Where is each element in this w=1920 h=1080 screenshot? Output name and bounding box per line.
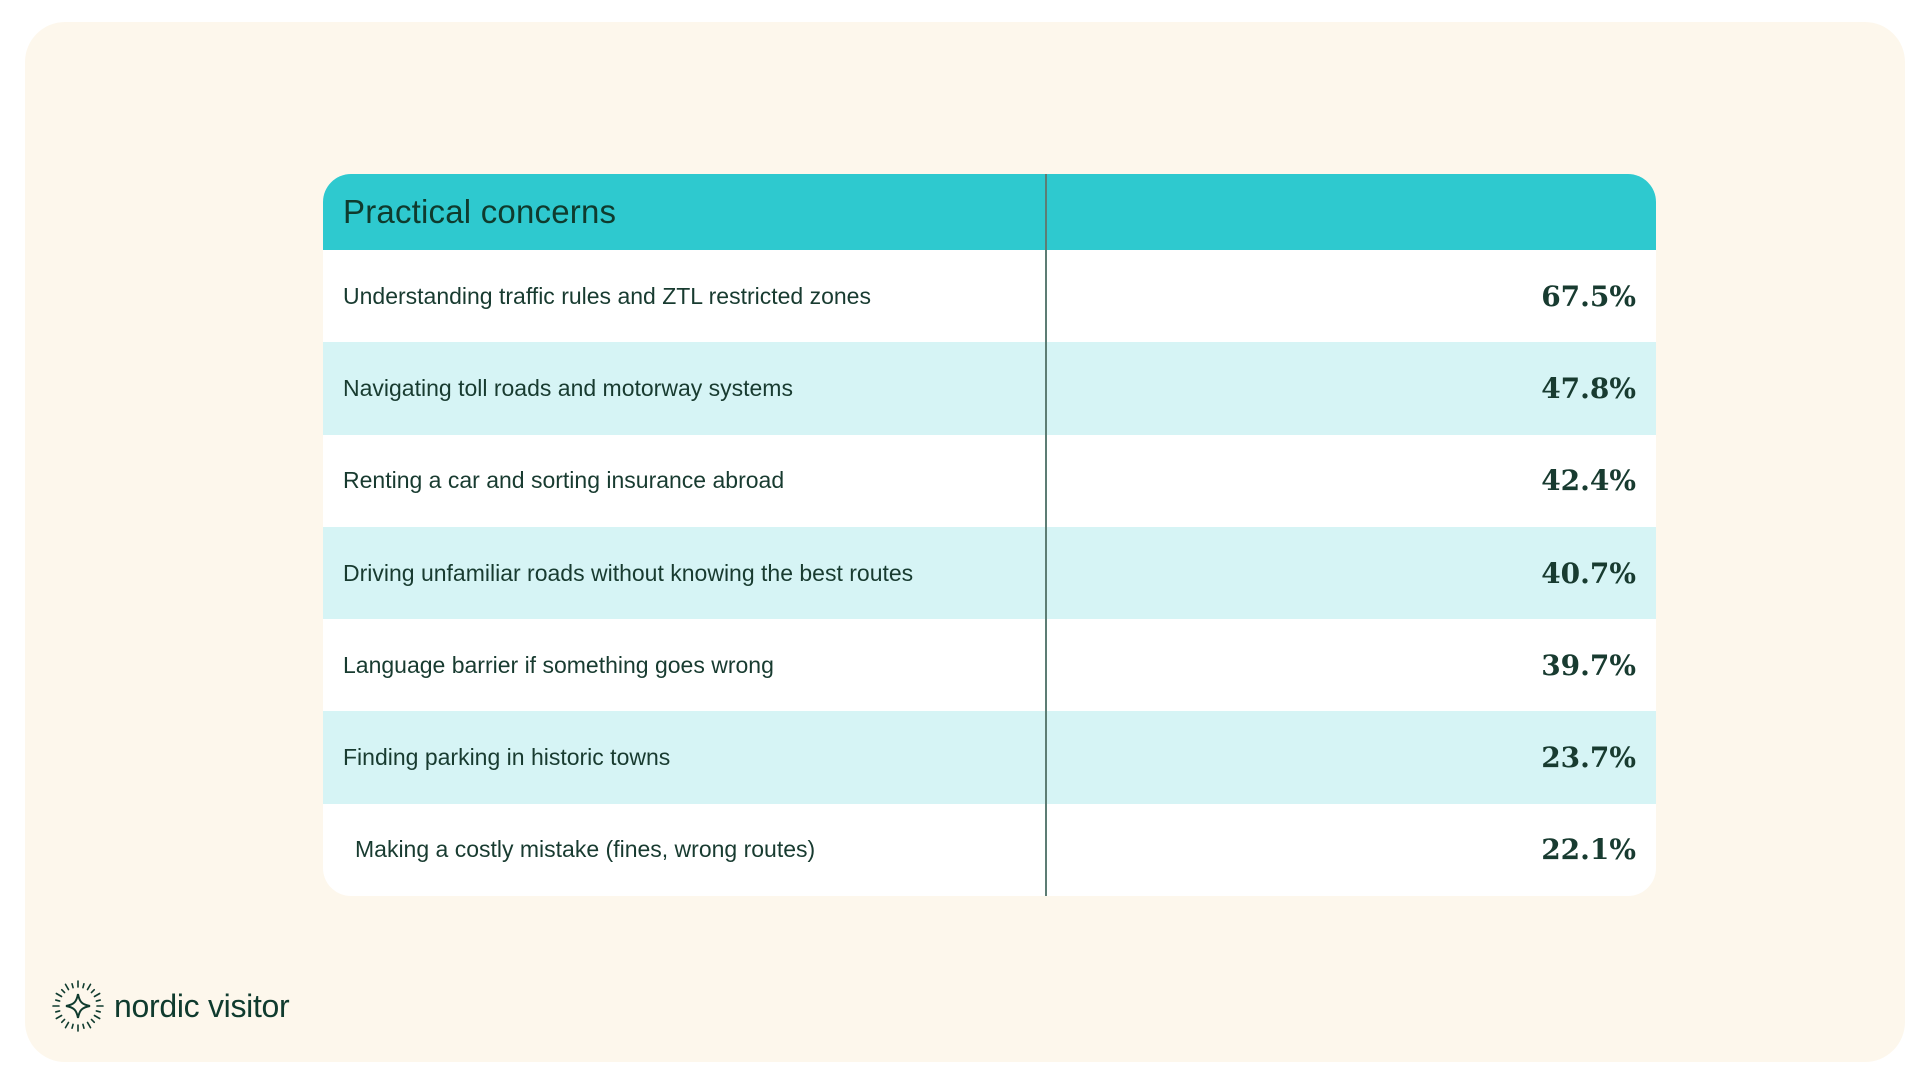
table-row: [323, 711, 1656, 803]
concerns-table: [323, 174, 1656, 896]
row-value: 47.8%: [1541, 371, 1636, 405]
table-row: [323, 619, 1656, 711]
row-label: Language barrier if something goes wrong: [343, 651, 774, 678]
table-body: [323, 250, 1656, 896]
column-divider: [1045, 174, 1047, 896]
row-label: Finding parking in historic towns: [343, 744, 671, 771]
slide-background: [25, 22, 1905, 1062]
table-header: [323, 174, 1656, 250]
row-label: Driving unfamiliar roads without knowing the best routes: [343, 559, 914, 586]
brand-name: nordic visitor: [114, 987, 290, 1024]
row-value: 22.1%: [1541, 833, 1636, 867]
table-row: [323, 250, 1656, 342]
table-title: Practical concerns: [343, 193, 617, 230]
table-row: [323, 804, 1656, 896]
row-value: 67.5%: [1541, 279, 1636, 313]
row-label: Renting a car and sorting insurance abroad: [343, 467, 785, 494]
row-value: 42.4%: [1541, 464, 1636, 498]
row-label: Navigating toll roads and motorway systems: [343, 374, 793, 401]
brand-logo: [52, 980, 289, 1032]
table-row: [323, 342, 1656, 434]
table-row: [323, 527, 1656, 619]
row-label: Understanding traffic rules and ZTL restricted zones: [343, 282, 871, 309]
row-value: 23.7%: [1541, 741, 1636, 775]
table-row: [323, 435, 1656, 527]
row-label: Making a costly mistake (fines, wrong routes): [355, 836, 816, 863]
compass-star-icon: [52, 980, 104, 1032]
row-value: 40.7%: [1541, 556, 1636, 590]
row-value: 39.7%: [1541, 648, 1636, 682]
